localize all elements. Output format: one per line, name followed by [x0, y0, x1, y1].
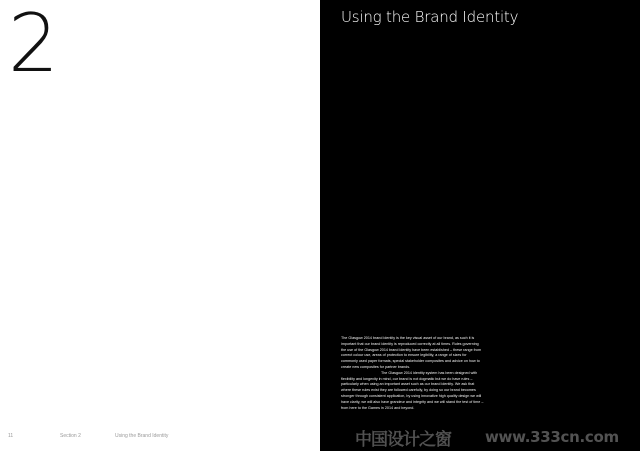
footer-section-label: Section 2 — [60, 433, 81, 439]
body-paragraph-2: The Glasgow 2014 identity system has been designed with flexibility and longevity in mind, our brand is not dogmatic but we do have rules – particularly when using an important asset such as our brand identity. We ask that where these rules exist they are followed carefully, by doing so our brand becomes stronger through consistent application, by using innovative high quality design we will have clarity, we will also have grandeur and integrity and we will stand the test of time – from here to the Games in 2014 and beyond. — [341, 370, 484, 410]
watermark-url: www.333cn.com — [485, 428, 619, 446]
watermark-chinese-text: 中国设计之窗 — [355, 430, 451, 449]
body-text — [341, 336, 484, 411]
page-heading: Using the Brand Identity — [341, 8, 519, 26]
right-page — [320, 0, 640, 451]
watermark — [355, 423, 635, 449]
body-paragraph-1: The Glasgow 2014 brand identity is the key visual asset of our brand, as such it is important that our brand identity is reproduced correctly at all times. Rules governing the use of the Glasgow 2014 brand identity have been established – these range from correct colour use, areas of protection to ensure legibility, a range of sizes for commonly used paper formats, special stakeholder composites and advice on how to create new composites for partner brands. — [341, 336, 482, 369]
footer-page-number: 11 — [8, 433, 14, 439]
page-footer — [8, 433, 308, 443]
footer-section-title: Using the Brand Identity — [115, 433, 169, 439]
section-number: 2 — [8, 0, 57, 90]
